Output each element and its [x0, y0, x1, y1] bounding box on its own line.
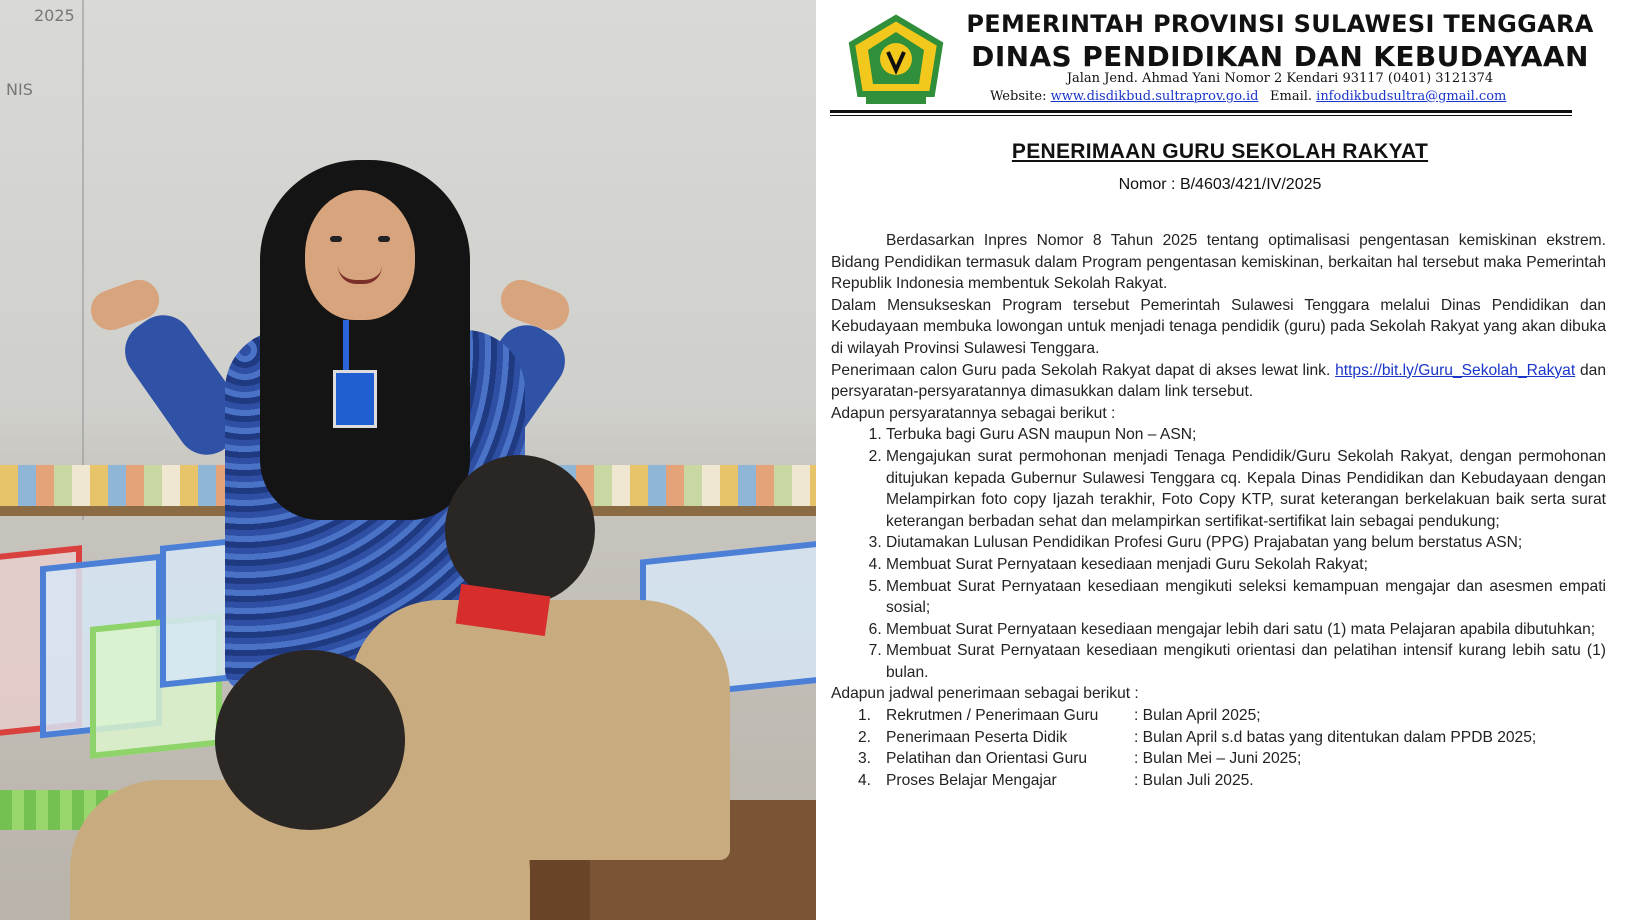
schedule-row	[831, 770, 1606, 792]
list-item: 7. Membuat Surat Pernyataan kesediaan mengikuti orientasi dan pelatihan intensif kurang lebih satu (1) bulan.	[886, 640, 1606, 683]
email-line	[1270, 89, 1506, 104]
announcement-document	[816, 0, 1636, 920]
list-item: 3. Diutamakan Lulusan Pendidikan Profesi Guru (PPG) Prajabatan yang belum berstatus ASN;	[886, 532, 1606, 554]
list-item: 5. Membuat Surat Pernyataan kesediaan mengikuti seleksi kemampuan mengajar dan asesmen empati sosial;	[886, 576, 1606, 619]
list-item: 2. Mengajukan surat permohonan menjadi Tenaga Pendidik/Guru Sekolah Rakyat, dengan permohonan ditujukan kepada Gubernur Sulawesi Tenggara cq. Kepala Dinas Pendidikan dan Kebudayaan dengan Melampirkan foto copy Ijazah terakhir, Foto Copy KTP, surat keterangan berkelakuan baik serta surat keterangan berbadan sehat dan melampirkan sertifikat-sertifikat lain sebagai pendukung;	[886, 446, 1606, 532]
schedule-number: 4.	[858, 771, 872, 789]
schedule-heading: Adapun jadwal penerimaan sebagai berikut :	[831, 685, 1139, 703]
student-head-front	[215, 650, 405, 830]
paragraph-2: Dalam Mensukseskan Program tersebut Pemerintah Sulawesi Tenggara melalui Dinas Pendidikan dan Kebudayaan membuka lowongan untuk menjadi tenaga pendidik (guru) pada Sekolah Rakyat yang akan dibuka di wilayah Provinsi Sulawesi Tenggara.	[831, 296, 1606, 357]
header-address: Jalan Jend. Ahmad Yani Nomor 2 Kendari 93117 (0401) 3121374	[1066, 71, 1494, 86]
header-divider-thin	[830, 115, 1572, 116]
schedule-activity: Rekrutmen / Penerimaan Guru	[886, 707, 1099, 725]
student-head	[445, 455, 595, 605]
schedule-activity: Pelatihan dan Orientasi Guru	[886, 750, 1088, 768]
list-item: 1. Terbuka bagi Guru ASN maupun Non – ASN;	[886, 424, 1606, 446]
provincial-emblem-icon	[846, 14, 946, 110]
teacher-face	[305, 190, 415, 320]
list-item: 6. Membuat Surat Pernyataan kesediaan mengajar lebih dari satu (1) mata Pelajaran apabila dibutuhkan;	[886, 619, 1606, 641]
registration-link[interactable]: https://bit.ly/Guru_Sekolah_Rakyat	[1335, 361, 1576, 379]
schedule-row	[831, 727, 1606, 749]
paragraph-3-text-end: dan persyaratan-persyaratannya dimasukkan dalam link tersebut.	[831, 361, 1606, 401]
wall-scribble-year: 2025	[34, 6, 75, 25]
schedule-date: : Bulan Juli 2025.	[1134, 771, 1254, 789]
requirements-list	[831, 424, 1606, 683]
header-agency-name: DINAS PENDIDIKAN DAN KEBUDAYAAN	[971, 40, 1589, 73]
teacher-right-hand	[495, 274, 574, 336]
header-divider	[830, 110, 1572, 113]
list-item: 4. Membuat Surat Pernyataan kesediaan menjadi Guru Sekolah Rakyat;	[886, 554, 1606, 576]
paragraph-1: Berdasarkan Inpres Nomor 8 Tahun 2025 tentang optimalisasi pengentasan kemiskinan ekstrem. Bidang Pendidikan termasuk dalam Program pengentasan kemiskinan, berkaitan hal tersebut maka Pemerintah Republik Indonesia membentuk Sekolah Rakyat.	[831, 232, 1606, 293]
schedule-number: 3.	[858, 750, 872, 768]
wall-scribble-nis: NIS	[6, 80, 33, 99]
document-body	[831, 230, 1606, 791]
teacher-eye	[378, 236, 390, 242]
paragraph-3-text: Penerimaan calon Guru pada Sekolah Rakyat dapat di akses lewat link.	[831, 361, 1331, 379]
schedule-activity: Penerimaan Peserta Didik	[886, 728, 1068, 746]
schedule-number: 1.	[858, 707, 872, 725]
email-label: Email.	[1270, 89, 1313, 104]
header-government-name: PEMERINTAH PROVINSI SULAWESI TENGGARA	[966, 10, 1594, 38]
teacher-eye	[330, 236, 342, 242]
schedule-activity: Proses Belajar Mengajar	[886, 771, 1057, 789]
schedule-number: 2.	[858, 728, 872, 746]
paragraph-3	[831, 360, 1606, 403]
requirements-heading: Adapun persyaratannya sebagai berikut :	[831, 404, 1116, 422]
document-title: PENERIMAAN GURU SEKOLAH RAKYAT	[1011, 140, 1429, 163]
schedule-date: : Bulan April 2025;	[1134, 707, 1261, 725]
classroom-photo	[0, 0, 816, 920]
schedule-date: : Bulan April s.d batas yang ditentukan dalam PPDB 2025;	[1134, 728, 1537, 746]
website-link[interactable]: www.disdikbud.sultraprov.go.id	[1050, 89, 1259, 104]
schedule-list	[831, 705, 1606, 791]
website-label: Website:	[990, 89, 1047, 104]
id-badge	[333, 370, 377, 428]
schedule-row	[831, 748, 1606, 770]
document-number: Nomor : B/4603/421/IV/2025	[1118, 176, 1322, 193]
schedule-date: : Bulan Mei – Juni 2025;	[1134, 750, 1302, 768]
website-line	[990, 89, 1258, 104]
schedule-row	[831, 705, 1606, 727]
email-link[interactable]: infodikbudsultra@gmail.com	[1316, 89, 1507, 104]
wall-crack	[82, 0, 84, 520]
